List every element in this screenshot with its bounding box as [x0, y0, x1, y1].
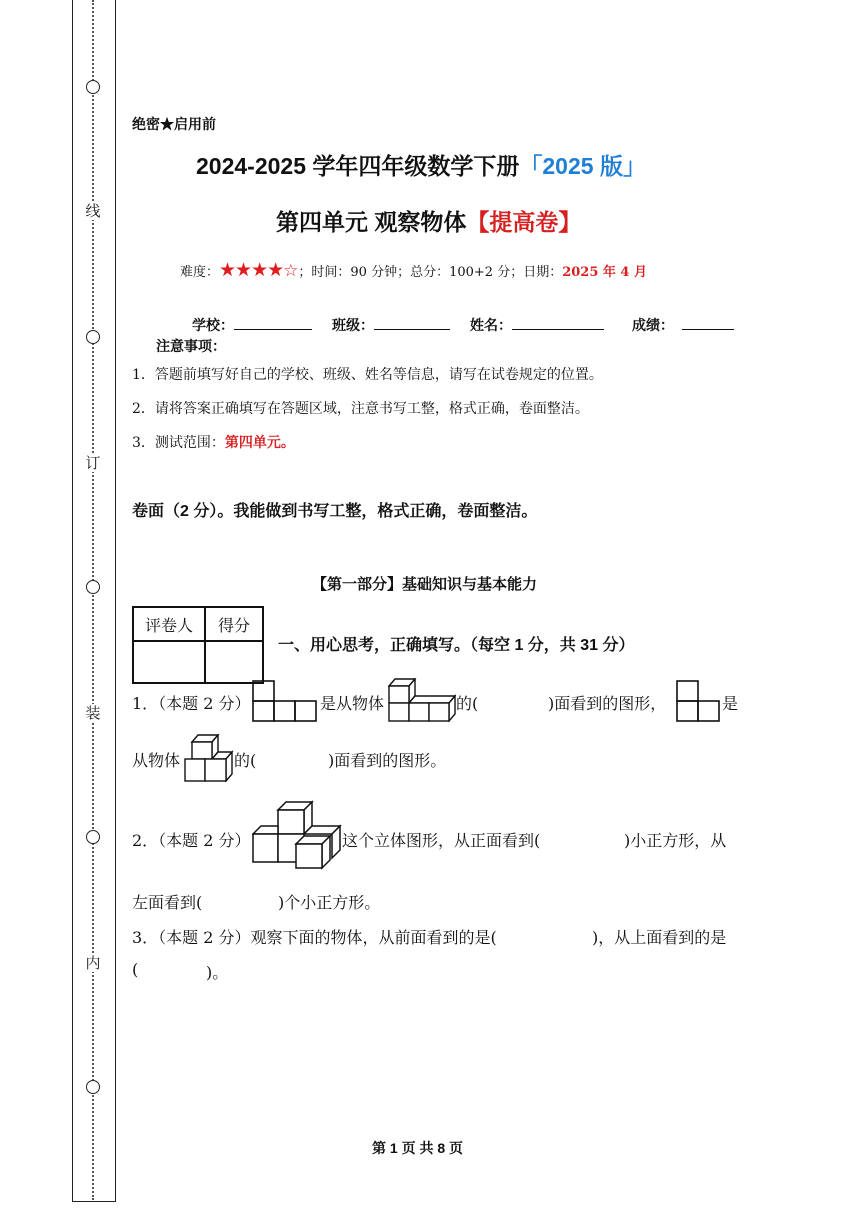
- difficulty-label: 难度：: [180, 265, 220, 280]
- notice-item-3-value: 第四单元。: [224, 435, 295, 451]
- grader-cell[interactable]: [133, 641, 205, 683]
- q1-view-figure-1: [252, 680, 318, 722]
- notice-item-3-prefix: 3．测试范围：: [132, 435, 225, 451]
- field-score-blank[interactable]: [682, 315, 734, 330]
- q1-text-5: 从物体: [132, 751, 181, 770]
- field-name: [470, 315, 604, 335]
- margin-label-nei: 内: [85, 954, 101, 972]
- secret-label: 绝密★启用前: [132, 116, 216, 132]
- binding-hole-icon: [86, 330, 100, 344]
- field-class-blank[interactable]: [374, 315, 450, 330]
- margin-label-zhuang: 装: [85, 704, 101, 722]
- field-class: [332, 315, 450, 335]
- q3-line2-b: )。: [206, 963, 229, 982]
- notice-heading: 注意事项：: [156, 338, 226, 354]
- q1-text-1: 是从物体: [320, 694, 385, 713]
- q1-text-2: 的(: [456, 694, 479, 713]
- notice-item-2: 2．请将答案正确填写在答题区域，注意书写工整，格式正确，卷面整洁。: [132, 401, 589, 417]
- binding-hole-icon: [86, 580, 100, 594]
- q3-line2-a: (: [132, 960, 139, 979]
- q1-cube-object-2: [184, 734, 234, 782]
- binding-hole-icon: [86, 80, 100, 94]
- field-school-label: 学校：: [192, 317, 234, 333]
- q1-cube-object-1: [388, 678, 456, 722]
- binding-dotted-line: [92, 0, 94, 1200]
- margin-label-xian: 线: [85, 202, 101, 220]
- info-line: [180, 259, 647, 281]
- subtitle-tag: 【提高卷】: [466, 209, 582, 235]
- notice-item-1: 1．答题前填写好自己的学校、班级、姓名等信息，请写在试卷规定的位置。: [132, 367, 603, 383]
- info-rest: ；时间：90 分钟；总分：100+2 分；日期：: [298, 265, 563, 280]
- binding-hole-icon: [86, 1080, 100, 1094]
- field-school-blank[interactable]: [234, 315, 312, 330]
- field-name-blank[interactable]: [512, 315, 604, 330]
- grader-header: 评卷人: [133, 607, 205, 641]
- q3-line1-b: )，从上面看到的是: [592, 928, 727, 947]
- title-edition: 「2025 版」: [519, 153, 646, 179]
- field-score: [632, 315, 734, 335]
- notice-item-3: [132, 432, 295, 452]
- section1-heading: 一、用心思考，正确填写。（每空 1 分，共 31 分）: [278, 637, 635, 654]
- margin-label-ding: 订: [85, 454, 101, 472]
- field-class-label: 班级：: [332, 317, 374, 333]
- q1-view-figure-2: [676, 680, 720, 722]
- score-cell[interactable]: [205, 641, 263, 683]
- q1-prefix: 1．（本题 2 分）: [132, 694, 251, 713]
- neatness-note: 卷面（2 分）。我能做到书写工整，格式正确，卷面整洁。: [132, 503, 538, 520]
- q2-text-1: 这个立体图形，从正面看到(: [342, 831, 541, 850]
- q1-text-4: 是: [722, 694, 739, 713]
- score-header: 得分: [205, 607, 263, 641]
- grader-score-table: [132, 606, 264, 684]
- binding-hole-icon: [86, 830, 100, 844]
- binding-margin: [72, 0, 116, 1202]
- q1-text-3: )面看到的图形，: [548, 694, 667, 713]
- q2-cube-object: [252, 800, 342, 870]
- page-number: 第 1 页 共 8 页: [372, 1140, 464, 1156]
- info-date: 2025 年 4 月: [562, 265, 648, 280]
- field-score-label: 成绩：: [632, 317, 674, 333]
- title-main: 2024-2025 学年四年级数学下册: [196, 153, 520, 179]
- page-title: [196, 148, 646, 181]
- q2-text-3: 左面看到(: [132, 893, 203, 912]
- q1-text-6: 的(: [234, 751, 257, 770]
- q2-text-2: )小正方形，从: [624, 831, 727, 850]
- field-school: [192, 315, 312, 335]
- subtitle-main: 第四单元 观察物体: [276, 209, 467, 235]
- q3-line1-a: 3．（本题 2 分）观察下面的物体，从前面看到的是(: [132, 928, 497, 947]
- q2-prefix: 2．（本题 2 分）: [132, 831, 251, 850]
- empty-star-icon: ☆: [283, 261, 299, 281]
- part1-heading: 【第一部分】基础知识与基本能力: [312, 576, 538, 593]
- q1-text-7: )面看到的图形。: [328, 751, 447, 770]
- difficulty-stars-icon: ★★★★: [219, 259, 284, 281]
- q2-text-4: )个小正方形。: [278, 893, 381, 912]
- page-subtitle: [276, 204, 581, 237]
- field-name-label: 姓名：: [470, 317, 512, 333]
